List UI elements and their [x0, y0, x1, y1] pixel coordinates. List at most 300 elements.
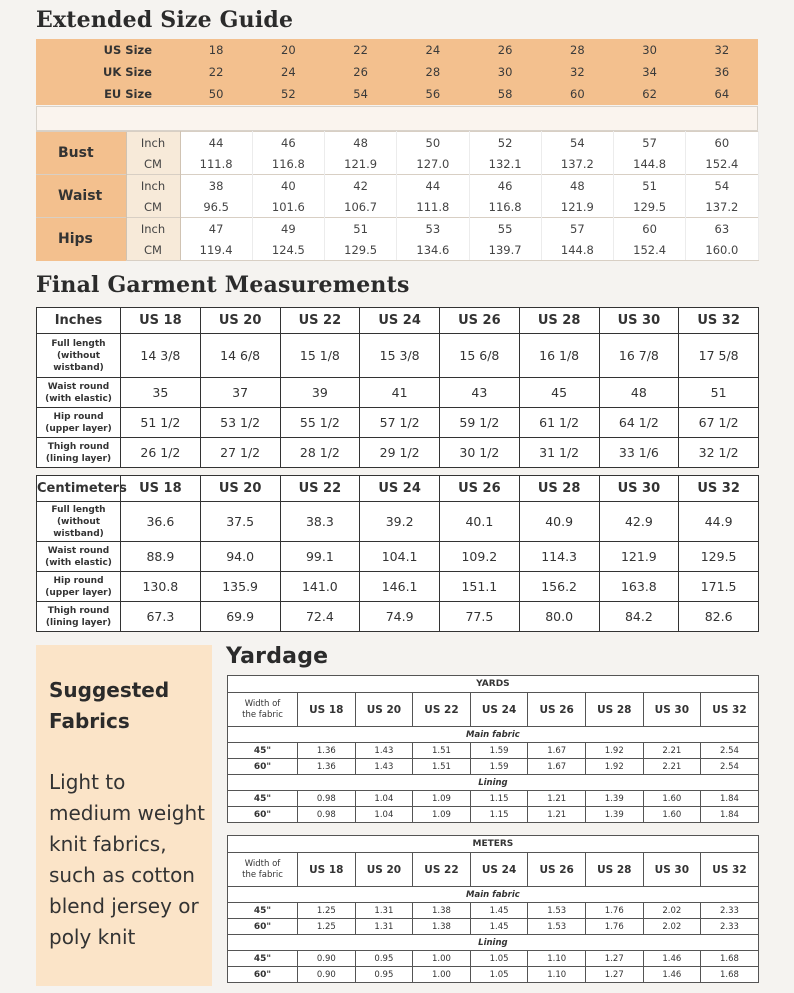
value-cell: 1.05 — [470, 951, 528, 967]
fabric-width: 45" — [228, 903, 298, 919]
size-header: US 24 — [360, 476, 440, 502]
value-cell: 80.0 — [519, 602, 599, 632]
size-header: US 24 — [470, 853, 528, 887]
measure-cell: 137.2 — [686, 196, 758, 218]
value-cell: 1.53 — [528, 919, 586, 935]
size-header: US 26 — [528, 693, 586, 727]
hips-cm-row — [36, 239, 758, 261]
value-cell: 1.84 — [701, 791, 759, 807]
measure-cell: 50 — [397, 132, 469, 154]
value-cell: 135.9 — [200, 572, 280, 602]
table-row — [228, 743, 759, 759]
value-cell: 109.2 — [440, 542, 520, 572]
value-cell: 1.60 — [643, 807, 701, 823]
uk-size-cell: 34 — [614, 61, 686, 83]
value-cell: 0.90 — [298, 951, 356, 967]
measure-cell: 55 — [469, 218, 541, 240]
value-cell: 1.92 — [585, 743, 643, 759]
measure-cell: 54 — [541, 132, 613, 154]
value-cell: 141.0 — [280, 572, 360, 602]
eu-size-cell: 52 — [252, 83, 324, 105]
value-cell: 0.90 — [298, 967, 356, 983]
measure-cell: 121.9 — [325, 153, 397, 175]
measure-cell: 40 — [252, 175, 324, 197]
size-header: US 32 — [679, 476, 759, 502]
main-fabric-label: Main fabric — [228, 727, 759, 743]
value-cell: 1.36 — [298, 743, 356, 759]
width-header-line1: Width of — [244, 698, 281, 709]
waist-label: Waist — [36, 175, 126, 218]
value-cell: 99.1 — [280, 542, 360, 572]
measure-cell: 49 — [252, 218, 324, 240]
value-cell: 40.9 — [519, 502, 599, 542]
us-size-cell: 28 — [541, 39, 613, 61]
value-cell: 1.21 — [528, 791, 586, 807]
fabric-width: 45" — [228, 951, 298, 967]
value-cell: 1.76 — [585, 919, 643, 935]
fabric-width: 60" — [228, 759, 298, 775]
value-cell: 1.38 — [413, 919, 471, 935]
value-cell: 39.2 — [360, 502, 440, 542]
size-header: US 18 — [121, 308, 201, 334]
size-header: US 32 — [701, 853, 759, 887]
measure-cell: 144.8 — [541, 239, 613, 261]
size-conversion-table — [36, 39, 758, 105]
measure-cell: 96.5 — [180, 196, 252, 218]
value-cell: 1.46 — [643, 951, 701, 967]
us-size-cell: 18 — [180, 39, 252, 61]
measure-cell: 44 — [180, 132, 252, 154]
garment-inches-table — [36, 307, 759, 468]
value-cell: 1.36 — [298, 759, 356, 775]
value-cell: 15 6/8 — [440, 334, 520, 378]
us-size-cell: 30 — [614, 39, 686, 61]
value-cell: 104.1 — [360, 542, 440, 572]
row-label-note: (with elastic) — [45, 557, 112, 568]
size-header: US 22 — [280, 476, 360, 502]
value-cell: 0.95 — [355, 951, 413, 967]
fabric-width: 45" — [228, 743, 298, 759]
us-size-cell: 32 — [686, 39, 758, 61]
value-cell: 64 1/2 — [599, 408, 679, 438]
value-cell: 38.3 — [280, 502, 360, 542]
garment-title: Final Garment Measurements — [36, 272, 410, 298]
table-row — [228, 807, 759, 823]
value-cell: 27 1/2 — [200, 438, 280, 468]
value-cell: 1.27 — [585, 951, 643, 967]
lining-label: Lining — [228, 935, 759, 951]
value-cell: 2.02 — [643, 919, 701, 935]
eu-size-cell: 58 — [469, 83, 541, 105]
value-cell: 1.04 — [355, 807, 413, 823]
eu-size-cell: 62 — [614, 83, 686, 105]
fabric-width: 60" — [228, 919, 298, 935]
value-cell: 35 — [121, 378, 201, 408]
size-header: US 32 — [679, 308, 759, 334]
size-header: US 30 — [643, 693, 701, 727]
row-label-line: Full length — [51, 338, 106, 349]
fabrics-heading-line2: Fabrics — [49, 709, 130, 733]
row-label-line: Hip round — [53, 411, 104, 422]
value-cell: 1.60 — [643, 791, 701, 807]
value-cell: 1.10 — [528, 951, 586, 967]
value-cell: 1.76 — [585, 903, 643, 919]
uk-size-cell: 22 — [180, 61, 252, 83]
value-cell: 36.6 — [121, 502, 201, 542]
yards-caption: YARDS — [228, 676, 759, 693]
value-cell: 1.38 — [413, 903, 471, 919]
value-cell: 1.45 — [470, 903, 528, 919]
row-label-note: (without wistband) — [53, 516, 104, 539]
measure-cell: 46 — [469, 175, 541, 197]
value-cell: 1.46 — [643, 967, 701, 983]
hips-inch-row — [36, 218, 758, 240]
table-header-row — [37, 308, 759, 334]
measure-cell: 111.8 — [397, 196, 469, 218]
value-cell: 84.2 — [599, 602, 679, 632]
uk-size-row — [36, 61, 758, 83]
measure-cell: 152.4 — [614, 239, 686, 261]
value-cell: 39 — [280, 378, 360, 408]
value-cell: 37 — [200, 378, 280, 408]
size-header: US 22 — [280, 308, 360, 334]
value-cell: 53 1/2 — [200, 408, 280, 438]
value-cell: 2.33 — [701, 919, 759, 935]
value-cell: 26 1/2 — [121, 438, 201, 468]
value-cell: 30 1/2 — [440, 438, 520, 468]
value-cell: 59 1/2 — [440, 408, 520, 438]
value-cell: 1.51 — [413, 759, 471, 775]
value-cell: 121.9 — [599, 542, 679, 572]
measure-cell: 63 — [686, 218, 758, 240]
row-label-line: Thigh round — [47, 605, 110, 616]
value-cell: 14 6/8 — [200, 334, 280, 378]
table-row — [37, 542, 759, 572]
size-header: US 20 — [200, 476, 280, 502]
size-header: US 24 — [360, 308, 440, 334]
table-row — [228, 951, 759, 967]
bust-inch-row — [36, 132, 758, 154]
value-cell: 31 1/2 — [519, 438, 599, 468]
value-cell: 146.1 — [360, 572, 440, 602]
value-cell: 67.3 — [121, 602, 201, 632]
fabrics-heading — [49, 675, 169, 737]
row-label-note: (lining layer) — [45, 453, 112, 464]
row-label-line: Full length — [51, 504, 106, 515]
value-cell: 82.6 — [679, 602, 759, 632]
table-row — [228, 791, 759, 807]
size-header: US 24 — [470, 693, 528, 727]
measure-cell: 111.8 — [180, 153, 252, 175]
value-cell: 129.5 — [679, 542, 759, 572]
bust-label: Bust — [36, 132, 126, 175]
uk-size-cell: 26 — [325, 61, 397, 83]
row-label — [37, 378, 121, 408]
measure-cell: 139.7 — [469, 239, 541, 261]
value-cell: 72.4 — [280, 602, 360, 632]
measure-cell: 48 — [541, 175, 613, 197]
value-cell: 16 7/8 — [599, 334, 679, 378]
us-size-cell: 26 — [469, 39, 541, 61]
value-cell: 41 — [360, 378, 440, 408]
value-cell: 1.31 — [355, 903, 413, 919]
yards-caption-row — [228, 676, 759, 693]
size-header: US 18 — [298, 853, 356, 887]
unit-label: CM — [126, 196, 180, 218]
table-row — [37, 502, 759, 542]
value-cell: 57 1/2 — [360, 408, 440, 438]
unit-label: Inch — [126, 218, 180, 240]
measure-cell: 129.5 — [325, 239, 397, 261]
meters-caption-row — [228, 836, 759, 853]
value-cell: 1.09 — [413, 807, 471, 823]
yardage-title: Yardage — [226, 644, 329, 669]
measure-cell: 51 — [325, 218, 397, 240]
value-cell: 2.54 — [701, 743, 759, 759]
value-cell: 88.9 — [121, 542, 201, 572]
eu-size-label: EU Size — [36, 83, 180, 105]
fabric-width: 60" — [228, 967, 298, 983]
value-cell: 61 1/2 — [519, 408, 599, 438]
measure-cell: 38 — [180, 175, 252, 197]
value-cell: 1.92 — [585, 759, 643, 775]
us-size-label: US Size — [36, 39, 180, 61]
suggested-fabrics-panel — [36, 645, 212, 986]
size-header: US 28 — [519, 308, 599, 334]
row-label — [37, 334, 121, 378]
row-label-line: Thigh round — [47, 441, 110, 452]
measure-cell: 132.1 — [469, 153, 541, 175]
value-cell: 0.95 — [355, 967, 413, 983]
size-header: US 26 — [528, 853, 586, 887]
row-label-note: (upper layer) — [45, 423, 112, 434]
value-cell: 51 1/2 — [121, 408, 201, 438]
value-cell: 1.53 — [528, 903, 586, 919]
table-row — [228, 759, 759, 775]
measure-cell: 42 — [325, 175, 397, 197]
row-label-note: (lining layer) — [45, 617, 112, 628]
value-cell: 1.68 — [701, 951, 759, 967]
table-divider-band — [36, 106, 758, 131]
eu-size-cell: 50 — [180, 83, 252, 105]
size-header: US 26 — [440, 308, 520, 334]
size-header: US 30 — [643, 853, 701, 887]
value-cell: 15 1/8 — [280, 334, 360, 378]
us-size-cell: 22 — [325, 39, 397, 61]
value-cell: 114.3 — [519, 542, 599, 572]
value-cell: 1.10 — [528, 967, 586, 983]
measure-cell: 52 — [469, 132, 541, 154]
unit-label: Inch — [126, 175, 180, 197]
row-label — [37, 438, 121, 468]
row-label — [37, 572, 121, 602]
size-header: US 18 — [121, 476, 201, 502]
value-cell: 1.43 — [355, 759, 413, 775]
size-header: US 20 — [355, 853, 413, 887]
width-header-line2: the fabric — [242, 709, 283, 720]
fabrics-description: Light to medium weight knit fabrics, such as cotton blend jersey or poly knit — [49, 770, 205, 949]
measure-cell: 121.9 — [541, 196, 613, 218]
measure-cell: 51 — [614, 175, 686, 197]
meters-caption: METERS — [228, 836, 759, 853]
fabric-width: 45" — [228, 791, 298, 807]
value-cell: 2.21 — [643, 759, 701, 775]
value-cell: 15 3/8 — [360, 334, 440, 378]
value-cell: 2.33 — [701, 903, 759, 919]
measure-cell: 47 — [180, 218, 252, 240]
size-header: US 28 — [519, 476, 599, 502]
yardage-meters-table — [227, 835, 759, 983]
value-cell: 156.2 — [519, 572, 599, 602]
eu-size-cell: 56 — [397, 83, 469, 105]
row-label — [37, 502, 121, 542]
value-cell: 42.9 — [599, 502, 679, 542]
value-cell: 45 — [519, 378, 599, 408]
eu-size-cell: 64 — [686, 83, 758, 105]
value-cell: 1.09 — [413, 791, 471, 807]
value-cell: 171.5 — [679, 572, 759, 602]
value-cell: 44.9 — [679, 502, 759, 542]
row-label-line: Waist round — [47, 381, 110, 392]
value-cell: 2.54 — [701, 759, 759, 775]
eu-size-cell: 54 — [325, 83, 397, 105]
value-cell: 55 1/2 — [280, 408, 360, 438]
measure-cell: 134.6 — [397, 239, 469, 261]
uk-size-cell: 30 — [469, 61, 541, 83]
uk-size-label: UK Size — [36, 61, 180, 83]
value-cell: 1.68 — [701, 967, 759, 983]
value-cell: 151.1 — [440, 572, 520, 602]
table-row — [37, 572, 759, 602]
measure-cell: 127.0 — [397, 153, 469, 175]
value-cell: 43 — [440, 378, 520, 408]
size-header: US 28 — [585, 693, 643, 727]
value-cell: 1.27 — [585, 967, 643, 983]
value-cell: 17 5/8 — [679, 334, 759, 378]
value-cell: 1.21 — [528, 807, 586, 823]
fabric-width: 60" — [228, 807, 298, 823]
value-cell: 16 1/8 — [519, 334, 599, 378]
lining-label: Lining — [228, 775, 759, 791]
measure-cell: 48 — [325, 132, 397, 154]
table-row — [228, 919, 759, 935]
value-cell: 1.59 — [470, 759, 528, 775]
measure-cell: 60 — [614, 218, 686, 240]
value-cell: 1.00 — [413, 951, 471, 967]
table-row — [228, 967, 759, 983]
us-size-cell: 20 — [252, 39, 324, 61]
value-cell: 28 1/2 — [280, 438, 360, 468]
value-cell: 2.21 — [643, 743, 701, 759]
section-row — [228, 727, 759, 743]
value-cell: 1.43 — [355, 743, 413, 759]
value-cell: 48 — [599, 378, 679, 408]
uk-size-cell: 32 — [541, 61, 613, 83]
measure-cell: 160.0 — [686, 239, 758, 261]
table-header-row — [228, 693, 759, 727]
value-cell: 77.5 — [440, 602, 520, 632]
value-cell: 1.15 — [470, 791, 528, 807]
uk-size-cell: 28 — [397, 61, 469, 83]
value-cell: 74.9 — [360, 602, 440, 632]
table-header-row — [37, 476, 759, 502]
unit-label: CM — [126, 153, 180, 175]
row-label — [37, 408, 121, 438]
value-cell: 51 — [679, 378, 759, 408]
row-label-note: (with elastic) — [45, 393, 112, 404]
us-size-row — [36, 39, 758, 61]
fabrics-heading-line1: Suggested — [49, 678, 170, 702]
value-cell: 0.98 — [298, 791, 356, 807]
measure-cell: 119.4 — [180, 239, 252, 261]
eu-size-cell: 60 — [541, 83, 613, 105]
row-label-note: (without wistband) — [53, 350, 104, 373]
section-row — [228, 887, 759, 903]
measure-cell: 46 — [252, 132, 324, 154]
size-header: US 32 — [701, 693, 759, 727]
measure-cell: 60 — [686, 132, 758, 154]
unit-label: CM — [126, 239, 180, 261]
measure-cell: 53 — [397, 218, 469, 240]
body-measurements-table — [36, 131, 759, 261]
table-row — [37, 602, 759, 632]
eu-size-row — [36, 83, 758, 105]
width-header — [228, 853, 298, 887]
size-header: US 20 — [355, 693, 413, 727]
measure-cell: 116.8 — [469, 196, 541, 218]
hips-label: Hips — [36, 218, 126, 261]
value-cell: 1.05 — [470, 967, 528, 983]
size-header: US 20 — [200, 308, 280, 334]
value-cell: 14 3/8 — [121, 334, 201, 378]
value-cell: 1.59 — [470, 743, 528, 759]
measure-cell: 44 — [397, 175, 469, 197]
value-cell: 33 1/6 — [599, 438, 679, 468]
value-cell: 1.04 — [355, 791, 413, 807]
table-header-row — [228, 853, 759, 887]
measure-cell: 57 — [541, 218, 613, 240]
measure-cell: 54 — [686, 175, 758, 197]
size-header: US 30 — [599, 308, 679, 334]
value-cell: 1.67 — [528, 759, 586, 775]
section-row — [228, 775, 759, 791]
yardage-yards-table — [227, 675, 759, 823]
us-size-cell: 24 — [397, 39, 469, 61]
measure-cell: 57 — [614, 132, 686, 154]
measure-cell: 101.6 — [252, 196, 324, 218]
value-cell: 2.02 — [643, 903, 701, 919]
size-guide-title: Extended Size Guide — [36, 7, 294, 33]
table-row — [228, 903, 759, 919]
inches-header: Inches — [37, 308, 121, 334]
width-header — [228, 693, 298, 727]
table-row — [37, 438, 759, 468]
measure-cell: 144.8 — [614, 153, 686, 175]
bust-cm-row — [36, 153, 758, 175]
size-header: US 22 — [413, 693, 471, 727]
value-cell: 1.25 — [298, 919, 356, 935]
size-header: US 26 — [440, 476, 520, 502]
value-cell: 1.39 — [585, 807, 643, 823]
cm-header: Centimeters — [37, 476, 121, 502]
size-header: US 22 — [413, 853, 471, 887]
table-row — [37, 334, 759, 378]
main-fabric-label: Main fabric — [228, 887, 759, 903]
value-cell: 67 1/2 — [679, 408, 759, 438]
value-cell: 1.25 — [298, 903, 356, 919]
row-label-line: Hip round — [53, 575, 104, 586]
unit-label: Inch — [126, 132, 180, 154]
